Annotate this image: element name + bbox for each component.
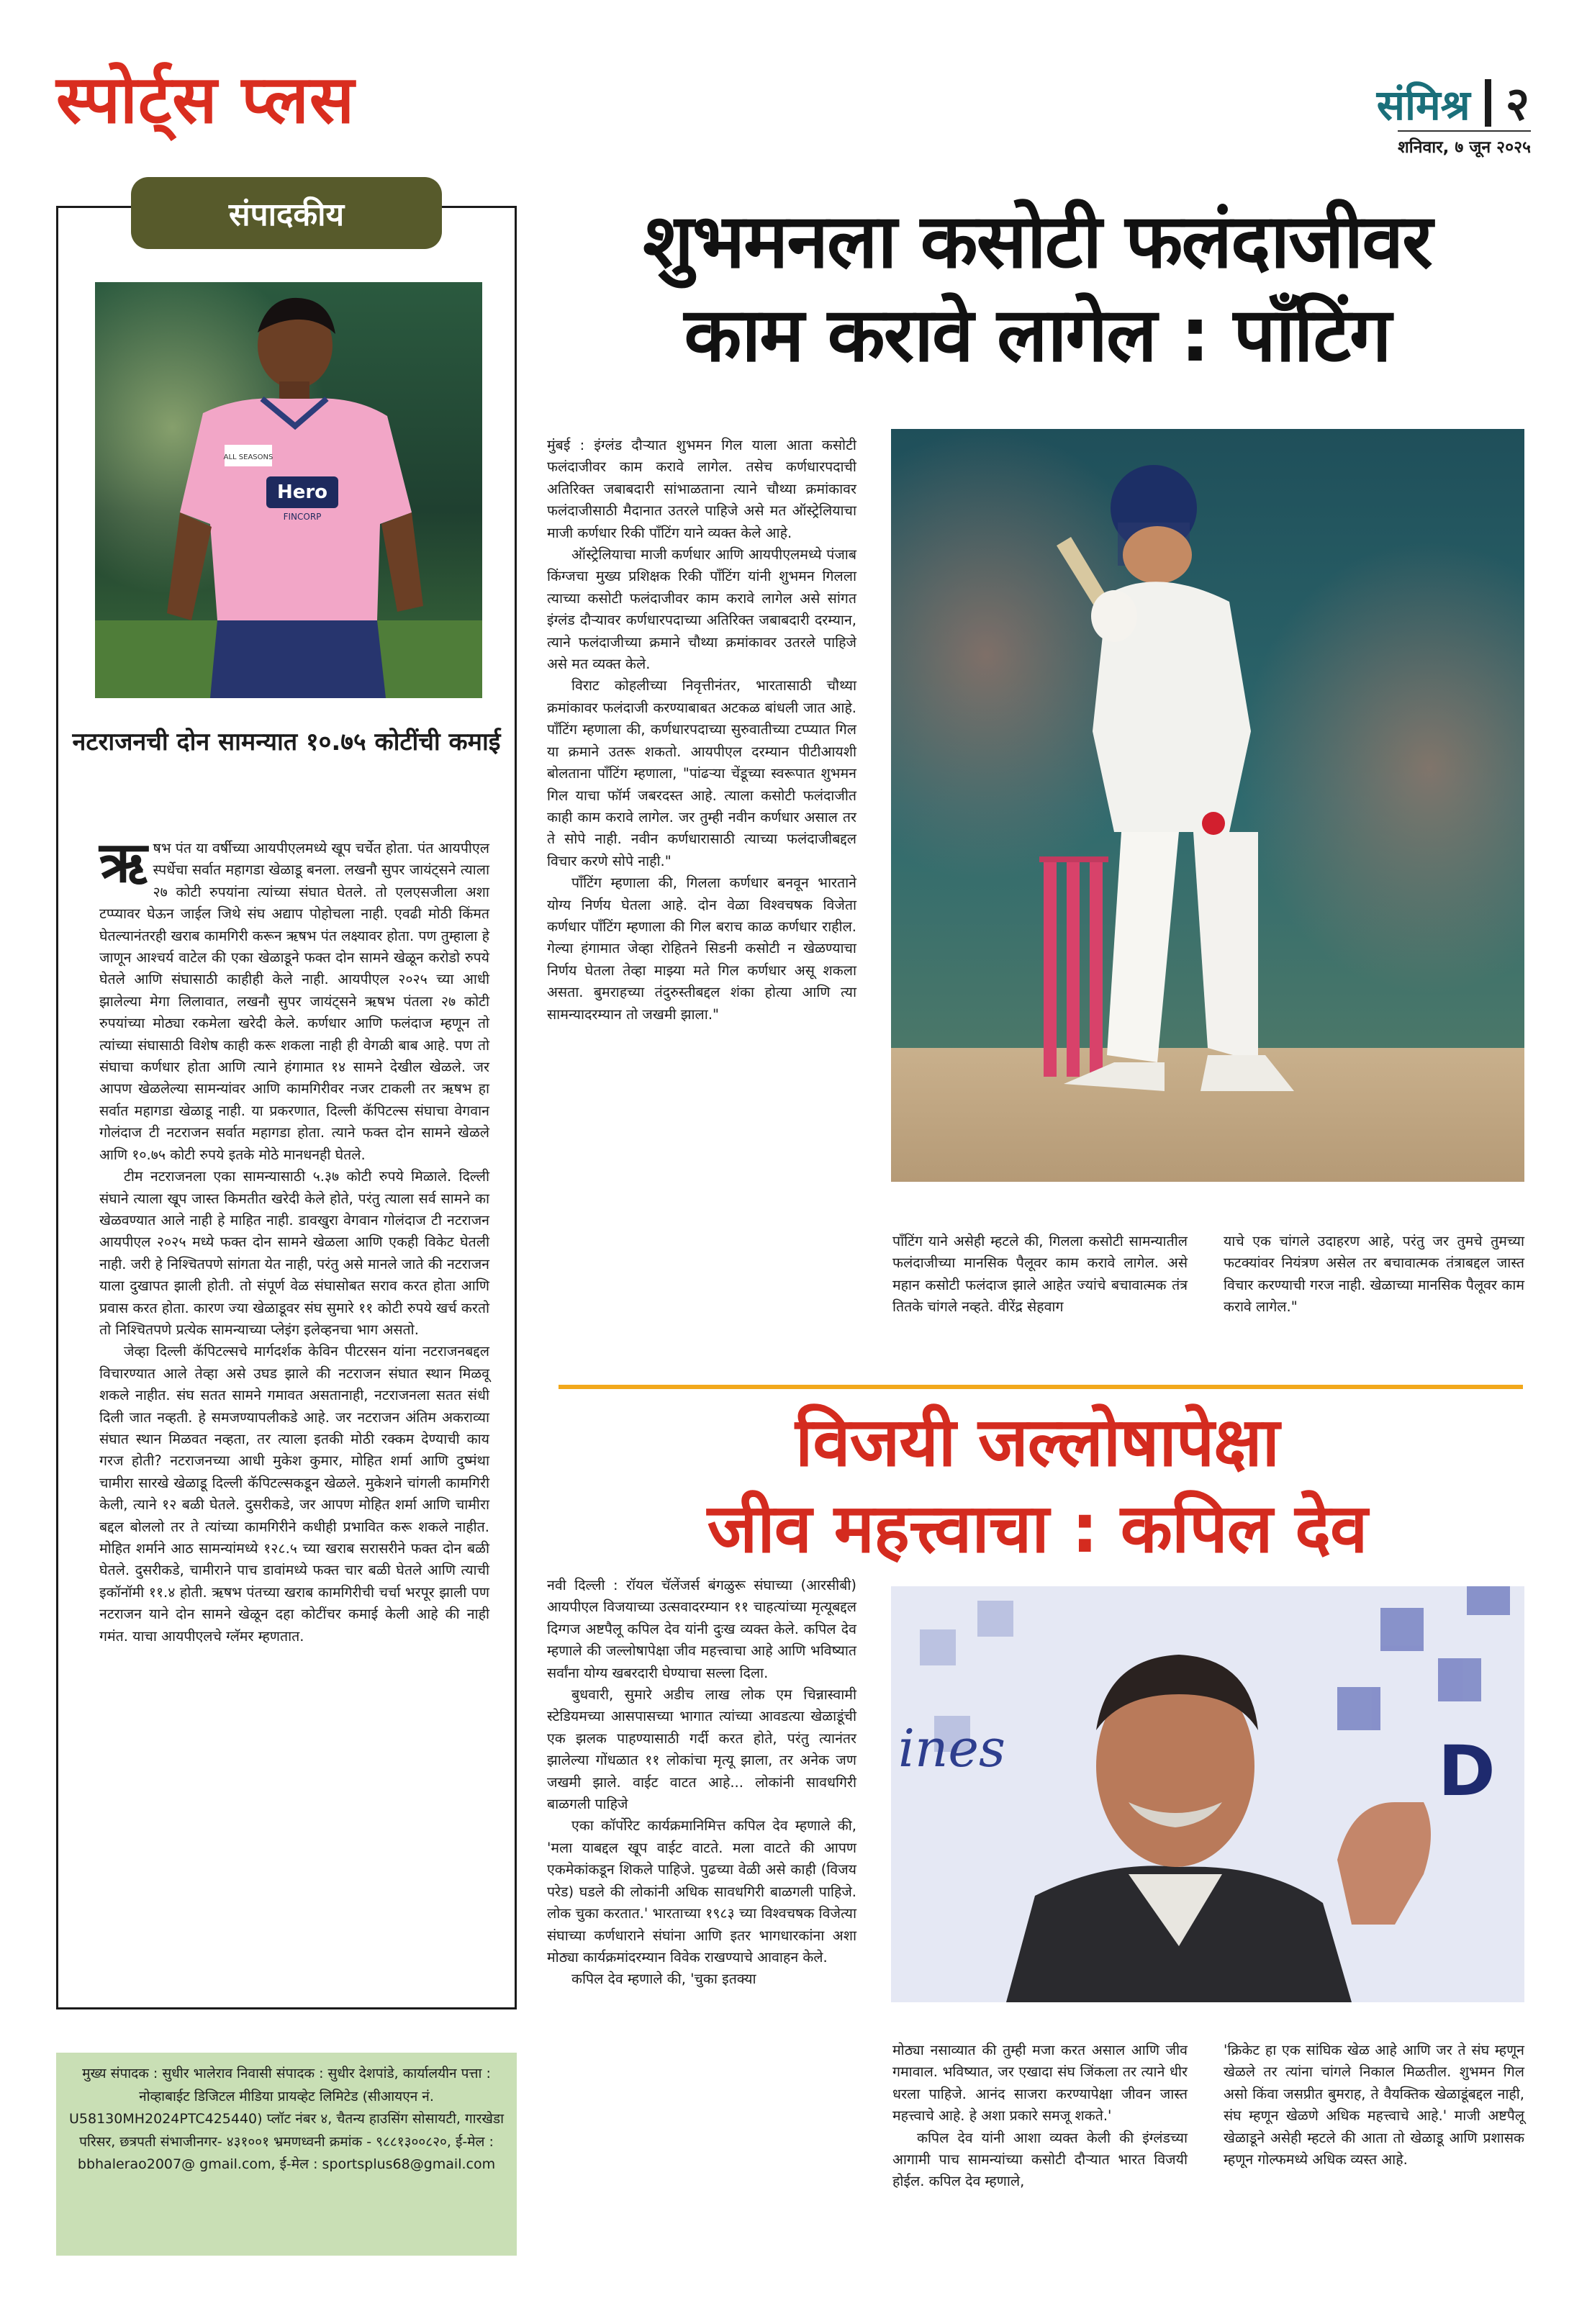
- dropcap: ऋ: [99, 831, 148, 895]
- article-divider: [559, 1385, 1523, 1389]
- editorial-credits: मुख्य संपादक : सुधीर भालेराव निवासी संपादक : सुधीर देशपांडे, कार्यालयीन पत्ता : नोव्हाबाईट डिजिटल मीडिया प्रायव्हेट लिमिटेड (सीआयएन नं. U58130MH2024PTC425440) प्लॉट नंबर ४, चैतन्य हाउसिंग सोसायटी, गारखेडा परिसर, छत्रपती संभाजीनगर- ४३१००१ भ्रमणध्वनी क्रमांक - ९८८१३००८२०, ई-मेल : bbhalerao2007@ gmail.com, ई-मेल : sportsplus68@gmail.com: [56, 2053, 517, 2256]
- second-headline: [544, 1400, 1530, 1573]
- main-headline-line1: शुभमनला कसोटी फलंदाजीवर: [643, 197, 1432, 285]
- article1-column-1: [547, 435, 856, 1026]
- masthead-title: स्पोर्ट्स प्लस: [56, 60, 356, 138]
- article2-column-2: [892, 2040, 1188, 2193]
- jersey-sponsor: Hero: [276, 481, 328, 503]
- editorial-tag: संपादकीय: [131, 177, 442, 249]
- article2-paragraph: कपिल देव यांनी आशा व्यक्त केली की इंग्लंडच्या आगामी पाच सामन्यांच्या कसोटी दौऱ्यात भारत विजयी होईल. कपिल देव म्हणाले,: [892, 2129, 1188, 2190]
- article2-column-3: [1224, 2040, 1524, 2171]
- article2-paragraph: नवी दिल्ली : रॉयल चॅलेंजर्स बंगळुरू संघाच्या (आरसीबी) आयपीएल विजयाच्या उत्सवादरम्यान ११ चाहत्यांच्या मृत्यूबद्दल दिग्गज अष्टपैलू कपिल देव यांनी दुःख व्यक्त केले. कपिल देव म्हणाले की जल्लोषापेक्षा जीव महत्त्वाचा आहे आणि भविष्यात सर्वांना योग्य खबरदारी घेण्याचा सल्ला दिला.: [547, 1577, 856, 1681]
- article2-paragraph: कपिल देव म्हणाले की, 'चुका इतक्या: [571, 1971, 756, 1988]
- backdrop-letter: D: [1438, 1731, 1496, 1812]
- editorial-body: [99, 831, 489, 1647]
- article1-paragraph: पॉंटिंग याने असेही म्हटले की, गिलला कसोटी सामन्यातील फलंदाजीच्या मानसिक पैलूवर काम करावे लागेल. असे महान कसोटी फलंदाज झाले आहेत ज्यांचे बचावात्मक तंत्र तितके चांगले नव्हते. वीरेंद्र सेहवाग: [892, 1233, 1188, 1316]
- editorial-paragraph: जेव्हा दिल्ली कॅपिटल्सचे मार्गदर्शक केविन पीटरसन यांना नटराजनबद्दल विचारण्यात आले तेव्हा असे उघड झाले की नटराजन संघात स्थान मिळवू शकले नाहीत. संघ सतत सामने गमावत असतानाही, नटराजनला सतत संधी दिली जात नव्हती. हे समजण्यापलीकडे आहे. जर नटराजन अंतिम अकराव्या संघात स्थान मिळवत नव्हता, तर त्याला इतकी मोठी रक्कम देण्याची काय गरज होती? नटराजनच्या आधी मुकेश कुमार, मोहित शर्मा आणि दुष्मंथा चामीरा सारखे खेळाडू दिल्ली कॅपिटल्सकडून खेळले. मुकेशने चांगली कामगिरी केली, त्याने १२ बळी घेतले. दुसरीकडे, जर आपण मोहित शर्मा आणि चामीरा बद्दल बोललो तर ते त्यांच्या कामगिरीने कधीही प्रभावित करू शकले नाहीत. मोहित शर्माने आठ सामन्यांमध्ये १२८.५ च्या खराब सरासरीने फक्त दोन बळी घेतले. दुसरीकडे, चामीराने पाच डावांमध्ये फक्त चार बळी घेतले आणि त्याची इकॉनॉमी ११.४ होती. ऋषभ पंतच्या खराब कामगिरीची चर्चा भरपूर झाली पण नटराजन याने दोन सामने खेळून दहा कोटींचर कमाई केली आहे की नाही गमंत. याचा आयपीएलचे ग्लॅमर म्हणतात.: [99, 1343, 489, 1645]
- article2-paragraph: मोठ्या नसाव्यात की तुम्ही मजा करत असाल आणि जीव गमावाल. भविष्यात, जर एखादा संघ जिंकला तर त्याने धीर धरला पाहिजे. आनंद साजरा करण्यापेक्षा जीवन जास्त महत्त्वाचे आहे. हे अशा प्रकारे समजू शकते.': [892, 2042, 1188, 2125]
- section-divider: [1485, 79, 1491, 127]
- section-label: [1377, 71, 1529, 133]
- kapil-dev-photo: [891, 1586, 1524, 2002]
- second-headline-line1: विजयी जल्लोषापेक्षा: [795, 1403, 1279, 1482]
- editorial-headline: नटराजनची दोन सामन्यात १०.७५ कोटींची कमाई: [72, 728, 501, 756]
- article2-paragraph: एका कॉर्पोरेट कार्यक्रमानिमित्त कपिल देव म्हणाले की, 'मला याबद्दल खूप वाईट वाटते. मला वाटते की आपण एकमेकांकडून शिकले पाहिजे. पुढच्या वेळी असे काही (विजय परेड) घडले की लोकांनी अधिक सावधगिरी बाळगली पाहिजे. लोक चुका करतात.' भारताच्या १९८३ च्या विश्वचषक विजेत्या संघाच्या कर्णधाराने संघांना आणि इतर भागधारकांना अशा मोठ्या कार्यक्रमांदरम्यान विवेक राखण्याचे आवाहन केले.: [547, 1817, 856, 1966]
- page-number: २: [1505, 77, 1529, 131]
- main-headline-line2: काम करावे लागेल : पॉंटिंग: [684, 291, 1391, 379]
- article2-column-1: [547, 1575, 856, 1991]
- article1-paragraph: पॉंटिंग म्हणाला की, गिलला कर्णधार बनवून भारताने योग्य निर्णय घेतला आहे. दोन वेळा विश्वचषक विजेता कर्णधार पॉंटिंग म्हणाला की गिल बराच काळ कर्णधार राहील. गेल्या हंगामात जेव्हा रोहितने सिडनी कसोटी न खेळण्याचा निर्णय घेतला तेव्हा माझ्या मते गिल कर्णधार असू शकला असता. बुमराहच्या तंदुरुस्तीबद्दल शंका होत्या आणि त्या सामन्यादरम्यान तो जखमी झाला.": [547, 874, 856, 1023]
- article1-column-3: [1224, 1231, 1524, 1319]
- article1-paragraph: याचे एक चांगले उदाहरण आहे, परंतु जर तुमचे तुमच्या फटक्यांवर नियंत्रण असेल तर बचावात्मक तंत्राबद्दल जास्त विचार करण्याची गरज नाही. खेळाच्या मानसिक पैलूवर काम करावे लागेल.": [1224, 1233, 1524, 1316]
- second-headline-line2: जीव महत्त्वाचा : कपिल देव: [707, 1490, 1367, 1568]
- editorial-paragraph: ऋषभ पंत या वर्षीच्या आयपीएलमध्ये खूप चर्चेत होता. पंत आयपीएल स्पर्धेचा सर्वात महागडा खेळाडू बनला. लखनौ सुपर जायंट्सने त्याला २७ कोटी रुपयांना त्यांच्या संघात घेतले. तो एलएसजीला अशा टप्प्यावर घेऊन जाईल जिथे संघ अद्याप पोहोचला नाही. एवढी मोठी किंमत घेतल्यानंतरही खराब कामगिरी करून ऋषभ पंत लक्ष्यावर होता. पण तुम्हाला हे जाणून आश्चर्य वाटेल की एका खेळाडूने फक्त दोन सामने खेळून करोडो रुपये घेतले आणि संघासाठी काहीही केले नाही. आयपीएल २०२५ च्या आधी झालेल्या मेगा लिलावात, लखनौ सुपर जायंट्सने ऋषभ पंतला २७ कोटी रुपयांच्या मोठ्या रकमेला खरेदी केले. कर्णधार आणि फलंदाज म्हणून तो त्यांच्या संघासाठी विशेष काही करू शकला नाही ही वेगळी बाब आहे. पण तो संघाचा कर्णधार होता आणि त्याने हंगामात १४ सामने देखील खेळले. जर आपण खेळलेल्या सामन्यांवर आणि कामगिरीवर नजर टाकली तर ऋषभ हा सर्वात महागडा खेळाडू नाही. या प्रकरणात, दिल्ली कॅपिटल्स संघाचा वेगवान गोलंदाज टी नटराजन सर्वात महागडा होता. त्याने फक्त दोन सामने खेळले आणि १०.७५ कोटी रुपये इतके मोठे मानधनही घेतले.: [99, 831, 489, 1163]
- article1-column-2: [892, 1231, 1188, 1319]
- issue-date: शनिवार, ७ जून २०२५: [1398, 130, 1531, 158]
- main-headline: [544, 194, 1530, 381]
- article1-paragraph: मुंबई : इंग्लंड दौऱ्यात शुभमन गिल याला आता कसोटी फलंदाजीवर काम करावे लागेल. तसेच कर्णधारपदाची अतिरिक्त जबाबदारी सांभाळताना त्याने चौथ्या क्रमांकावर फलंदाजीसाठी मैदानात उतरले पाहिजे असे मत ऑस्ट्रेलियाचा माजी कर्णधार रिकी पॉंटिंग याने व्यक्त केले आहे.: [547, 437, 856, 541]
- article2-paragraph: बुधवारी, सुमारे अडीच लाख लोक एम चिन्नास्वामी स्टेडियमच्या आसपासच्या भागात त्यांच्या आवडत्या खेळाडूंची एक झलक पाहण्यासाठी गर्दी करत होते, परंतु त्यानंतर झालेल्या गोंधळात ११ लोकांचा मृत्यू झाला, तर अनेक जण जखमी झाले. वाईट वाटत आहे... लोकांनी सावधगिरी बाळगली पाहिजे: [547, 1686, 856, 1813]
- jersey-patch: ALL SEASONS: [223, 453, 273, 461]
- editorial-paragraph: टीम नटराजनला एका सामन्यासाठी ५.३७ कोटी रुपये मिळाले. दिल्ली संघाने त्याला खूप जास्त किमतीत खरेदी केले होते, परंतु त्याला सर्व सामने का खेळवण्यात आले नाही हे माहित नाही. डावखुरा वेगवान गोलंदाज टी नटराजन आयपीएल २०२५ मध्ये फक्त दोन सामने खेळला आणि एकही विकेट घेतली नाही. जरी हे निश्चितपणे सांगता येत नाही, परंतु असे मानले जाते की नटराजन याला दुखापत झाली होती. तो संपूर्ण वेळ संघासोबत सराव करत होता आणि प्रवास करत होता. कारण ज्या खेळाडूवर संघ सुमारे ११ कोटी रुपये खर्च करतो तो निश्चितपणे प्रत्येक सामन्याच्या प्लेइंग इलेव्हनचा भाग असतो.: [99, 1168, 489, 1338]
- article1-paragraph: ऑस्ट्रेलियाचा माजी कर्णधार आणि आयपीएलमध्ये पंजाब किंग्जचा मुख्य प्रशिक्षक रिकी पॉंटिंग यांनी शुभमन गिलला त्याच्या कसोटी फलंदाजीवर काम करावे लागेल असे सांगत इंग्लंड दौऱ्यावर कर्णधारपदाच्या अतिरिक्त जबाबदारी दरम्यान, त्याने फलंदाजीच्या क्रमाने चौथ्या क्रमांकावर उतरले पाहिजे असे मत व्यक्त केले.: [547, 546, 856, 673]
- article2-paragraph: 'क्रिकेट हा एक सांघिक खेळ आहे आणि जर ते संघ म्हणून खेळले तर त्यांना चांगले निकाल मिळतील. शुभमन गिल असो किंवा जसप्रीत बुमराह, ते वैयक्तिक खेळाडूंबद्दल नाही, संघ म्हणून खेळणे अधिक महत्त्वाचे आहे.' माजी अष्टपैलू खेळाडूने असेही म्हटले की आता तो खेळाडू आणि प्रशासक म्हणून गोल्फमध्ये अधिक व्यस्त आहे.: [1224, 2042, 1524, 2169]
- jersey-sponsor-sub: FINCORP: [283, 512, 322, 522]
- section-name: संमिश्र: [1376, 81, 1470, 130]
- shubman-gill-photo: [891, 429, 1524, 1182]
- natarajan-photo: [95, 282, 482, 698]
- article1-paragraph: विराट कोहलीच्या निवृत्तीनंतर, भारतासाठी चौथ्या क्रमांकावर फलंदाजी करण्याबाबत अटकळ बांधली जात आहे. पॉंटिंग म्हणाला की, कर्णधारपदाच्या सुरुवातीच्या टप्प्यात गिल या क्रमाने उतरू शकतो. आयपीएल दरम्यान पीटीआयशी बोलताना पॉंटिंग म्हणाला, "पांढऱ्या चेंडूच्या स्वरूपात शुभमन गिल याचा फॉर्म जबरदस्त आहे. त्याला कसोटी फलंदाजीत काही काम करावे लागेल. जर तुम्ही नवीन कर्णधार असाल तर ते सोपे नाही. नवीन कर्णधारासाठी त्याच्या फलंदाजीबद्दल विचार करणे सोपे नाही.": [547, 677, 856, 869]
- backdrop-text: ines: [898, 1718, 1005, 1778]
